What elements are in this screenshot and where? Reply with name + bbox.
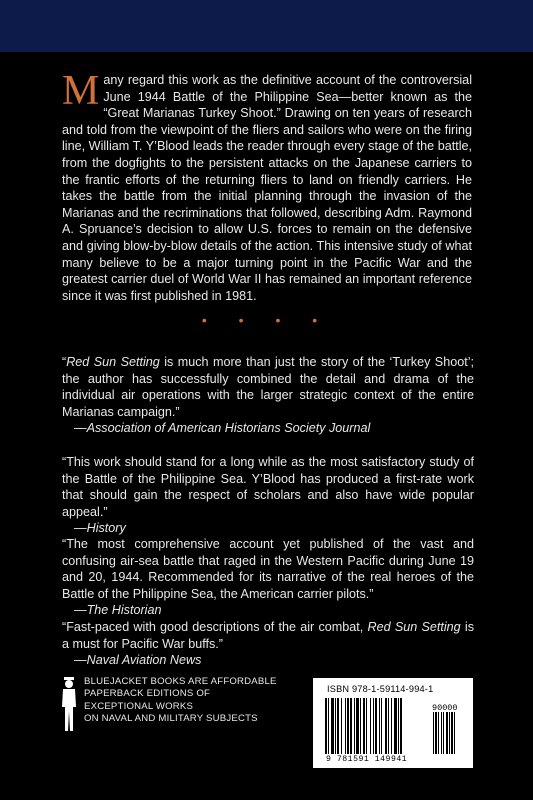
barcode-bar (373, 698, 374, 754)
barcode-bar (335, 698, 336, 754)
drop-cap: M (62, 68, 100, 114)
barcode-bar (356, 698, 359, 754)
review-quote-2 (62, 454, 474, 537)
barcode-bar (337, 698, 339, 754)
barcode-digits: 9 781591 149941 (326, 755, 408, 764)
price-code: 90000 (432, 703, 458, 713)
bluejacket-line: ON NAVAL AND MILITARY SUBJECTS (84, 713, 258, 725)
review-quote-3 (62, 536, 474, 619)
blurb-text: any regard this work as the definitive account of the controversial June 1944 Battle of the Philippine Sea—better known as the “Great Marianas Turkey Shoot.” Drawing on ten years of research and told from the viewpoint of the fliers and sailors who were on the firing line, William T. Y’Blood leads the reader through every stage of the battle, from the dogfights to the persistent attacks on the Japanese carriers to the frantic efforts of the returning fliers to land on friendly carriers. He takes the battle from the initial planning through the invasion of the Marianas and the recriminations that followed, describing Adm. Raymond A. Spruance’s decision to allow U.S. forces to remain on the defensive and giving blow-by-blow details of the action. This intensive study of what many believe to be a major turning point in the Pacific War and the greatest carrier duel of World War II has remained an important reference since it was first published in 1981. (62, 73, 472, 303)
barcode-bar (433, 712, 434, 754)
barcode-bar (391, 698, 392, 754)
barcode-bar (379, 698, 380, 754)
quote-source: —History (74, 521, 126, 536)
barcode-bar (449, 712, 450, 754)
barcode-bar (398, 698, 399, 754)
barcode-box (313, 678, 473, 768)
barcode-bar (385, 698, 387, 754)
barcode-bar (446, 712, 448, 754)
barcode-bar (328, 698, 329, 754)
barcode-bar (438, 712, 439, 754)
section-divider-dots: • • • • (201, 312, 332, 328)
quote-text: “This work should stand for a long while as the most satisfactory study of the Battle of the Philippine Sea. Y’Blood has produced a first-rate work that should gain the respect of scholars and also have wide popular appeal.” (62, 455, 474, 519)
bluejacket-line: BLUEJACKET BOOKS ARE AFFORDABLE (84, 676, 277, 687)
bluejacket-line: PAPERBACK EDITIONS OF (84, 688, 211, 700)
quote-book-title: Red Sun Setting (367, 620, 461, 634)
barcode-bar (388, 698, 389, 754)
quote-source: —The Historian (74, 603, 162, 618)
barcode-bar (451, 712, 453, 754)
quote-source: —Association of American Historians Society Journal (74, 421, 371, 436)
quote-source: —Naval Aviation News (74, 653, 202, 668)
quote-open: “ (62, 355, 67, 369)
barcode-bar (381, 698, 382, 754)
quote-text: is much more than just the story of the ‘Turkey Shoot’; the author has successfully combined the detail and drama of the individual air operations with the larger strategic context of the entire Marianas campaign.” (62, 355, 475, 419)
barcode-bar (341, 698, 342, 754)
barcode-bar (345, 698, 346, 754)
barcode-bar (325, 698, 327, 754)
barcode-bar (400, 698, 402, 754)
barcode-bar (435, 712, 437, 754)
quote-text: “The most comprehensive account yet published of the vast and confusing air-sea battle that raged in the Western Pacific during June 19 and 20, 1944. Recommended for its narrative of the real heroes of the Battle of the Philippine Sea, the American carrier pilots.” (62, 537, 474, 601)
barcode-bar (394, 698, 397, 754)
quote-text-pre: “Fast-paced with good descriptions of the air combat, (62, 620, 368, 634)
barcode-bar (363, 698, 365, 754)
barcode-bar (454, 712, 455, 754)
description-blurb (62, 68, 472, 304)
barcode-bar (366, 698, 367, 754)
barcode-bar (354, 698, 355, 754)
isbn-label: ISBN 978-1-59114-994-1 (327, 684, 434, 694)
review-quote-1 (62, 354, 474, 437)
barcode-bar (370, 698, 371, 754)
top-color-band (0, 0, 533, 52)
barcode-bar (350, 698, 352, 754)
barcode-bar (441, 712, 442, 754)
bluejacket-line: EXCEPTIONAL WORKS (84, 700, 194, 712)
barcode-bar (375, 698, 377, 754)
quote-text-post: is a must for Pacific War buffs.” (62, 620, 474, 651)
bluejacket-books-note (62, 676, 324, 726)
barcode-bar (331, 698, 334, 754)
barcode-bar (443, 712, 444, 754)
barcode-bar (347, 698, 349, 754)
quote-book-title: Red Sun Setting (66, 355, 160, 369)
barcode-bar (360, 698, 361, 754)
review-quote-4 (62, 619, 474, 669)
